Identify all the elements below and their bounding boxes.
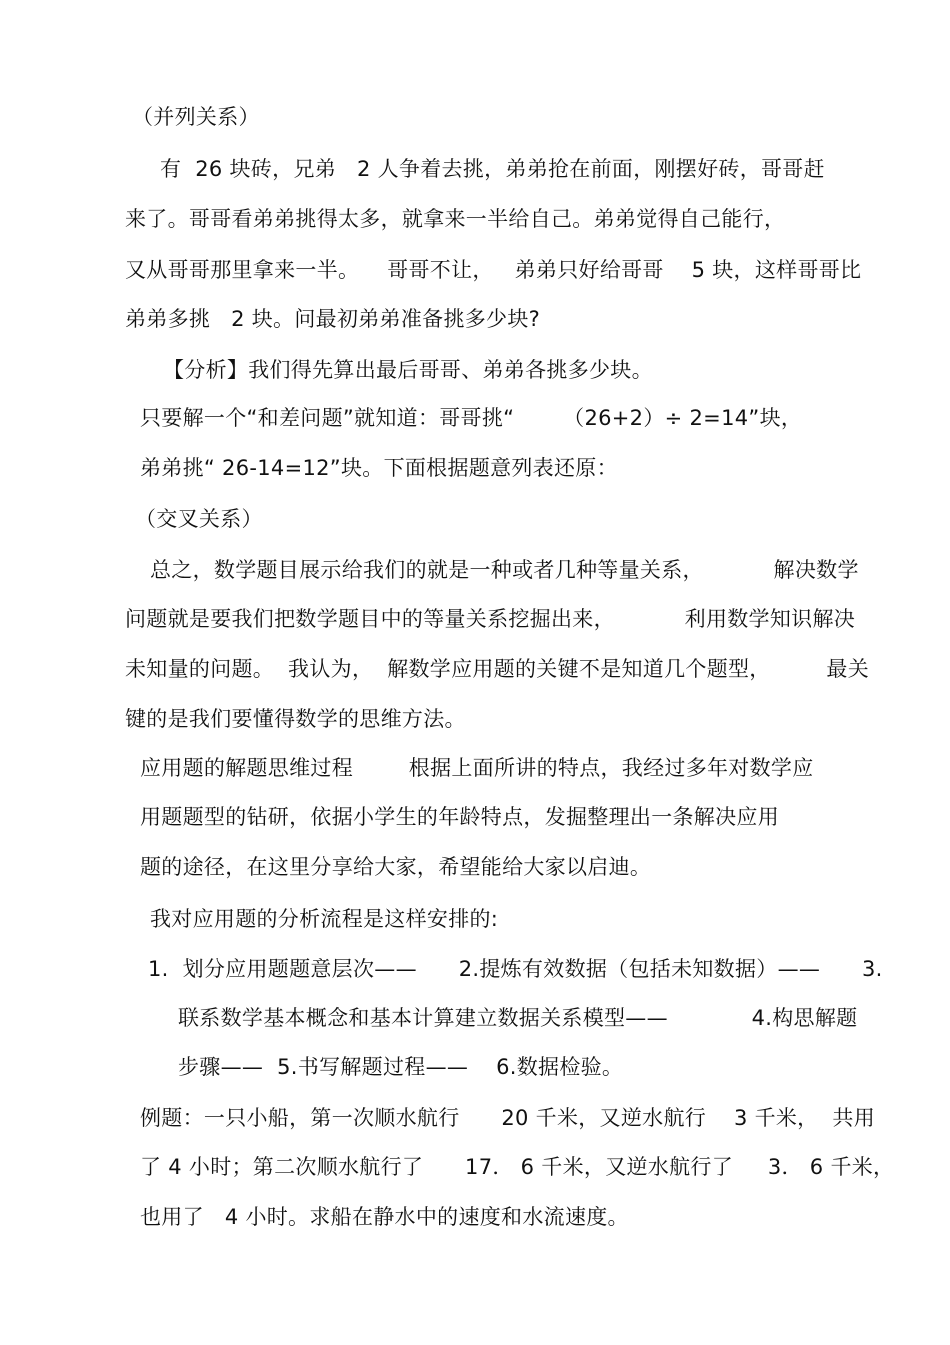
text-line-1: （并列关系） <box>132 105 260 129</box>
text-line-11: 问题就是要我们把数学题目中的等量关系挖掘出来， 利用数学知识解决 <box>125 607 856 631</box>
text-line-13: 键的是我们要懂得数学的思维方法。 <box>125 707 466 731</box>
text-line-9: （交叉关系） <box>135 507 263 531</box>
text-line-23: 也用了 4 小时。求船在静水中的速度和水流速度。 <box>140 1205 629 1229</box>
text-line-10: 总之，数学题目展示给我们的就是一种或者几种等量关系， 解决数学 <box>150 558 859 582</box>
text-line-17: 我对应用题的分析流程是这样安排的: <box>150 907 499 931</box>
text-line-18: 1. 划分应用题题意层次—— 2.提炼有效数据（包括未知数据）—— 3. <box>148 957 883 981</box>
text-line-4: 又从哥哥那里拿来一半。 哥哥不让， 弟弟只好给哥哥 5 块，这样哥哥比 <box>125 258 862 282</box>
text-line-15: 用题题型的钻研，依据小学生的年龄特点，发掘整理出一条解决应用 <box>140 805 779 829</box>
text-line-22: 了 4 小时；第二次顺水航行了 17． 6 千米，又逆水航行了 3． 6 千米， <box>140 1155 895 1179</box>
text-line-7: 只要解一个“和差问题”就知道：哥哥挑“ （26+2）÷ 2=14”块， <box>140 406 803 430</box>
text-line-14: 应用题的解题思维过程 根据上面所讲的特点，我经过多年对数学应 <box>140 756 814 780</box>
text-line-21: 例题：一只小船，第一次顺水航行 20 千米，又逆水航行 3 千米， 共用 <box>140 1106 876 1130</box>
text-line-12: 未知量的问题。 我认为， 解数学应用题的关键不是知道几个题型， 最关 <box>125 657 870 681</box>
text-line-2: 有 26 块砖，兄弟 2 人争着去挑，弟弟抢在前面，刚摆好砖，哥哥赶 <box>160 157 825 181</box>
text-line-5: 弟弟多挑 2 块。问最初弟弟准备挑多少块? <box>125 307 541 331</box>
text-line-16: 题的途径，在这里分享给大家，希望能给大家以启迪。 <box>140 855 652 879</box>
text-line-6: 【分析】我们得先算出最后哥哥、弟弟各挑多少块。 <box>163 358 653 382</box>
text-line-20: 步骤—— 5.书写解题过程—— 6.数据检验。 <box>178 1055 624 1079</box>
text-line-8: 弟弟挑“ 26-14=12”块。下面根据题意列表还原： <box>140 456 618 480</box>
text-line-3: 来了。哥哥看弟弟挑得太多，就拿来一半给自己。弟弟觉得自己能行， <box>125 207 786 231</box>
text-line-19: 联系数学基本概念和基本计算建立数据关系模型—— 4.构思解题 <box>178 1006 858 1030</box>
